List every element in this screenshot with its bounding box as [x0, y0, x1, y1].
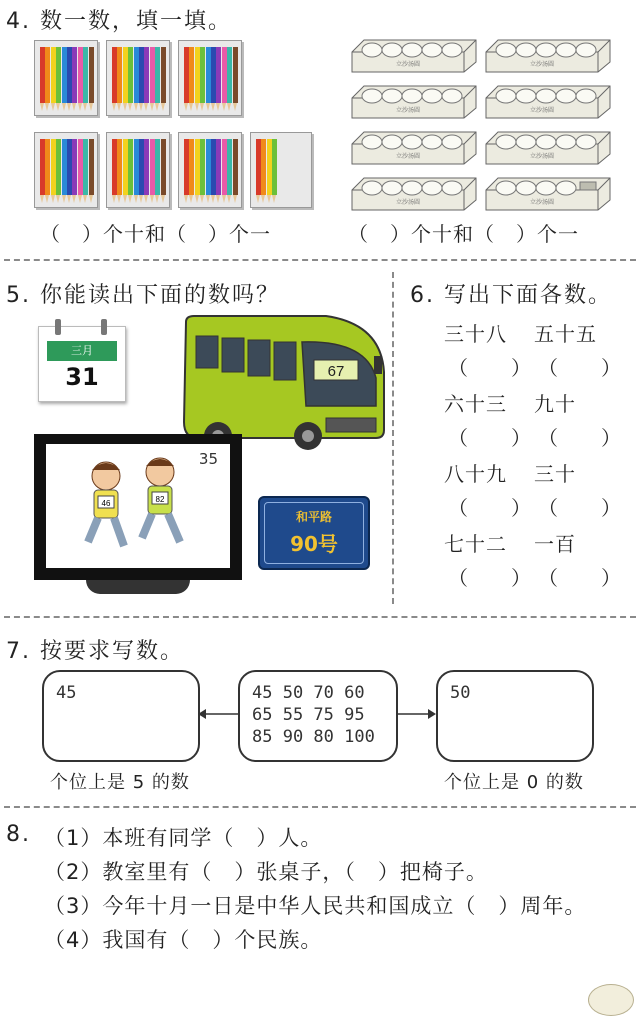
pencil: [56, 47, 61, 103]
pencil: [45, 139, 50, 195]
pencil-tip: [184, 103, 188, 111]
pencil-box: [34, 132, 98, 208]
q6-answer-blank[interactable]: （ ）: [538, 496, 622, 520]
pencil: [112, 139, 117, 195]
divider: [4, 806, 636, 808]
q6-answer-blank[interactable]: （ ）: [538, 426, 622, 450]
q5-number: 5.: [6, 283, 31, 308]
runners-illustration: [70, 452, 200, 564]
q6-number-word: 五十五: [534, 322, 597, 346]
pencil: [222, 47, 227, 103]
q8-item: （3）今年十月一日是中华人民共和国成立（ ）周年。: [44, 894, 587, 918]
pencil-tip: [51, 195, 55, 203]
calendar-month: 三月: [47, 341, 117, 361]
pencil: [144, 139, 149, 195]
tray-label: 立沙汤圆: [395, 107, 421, 114]
pencil-tip: [45, 103, 49, 111]
street-sign: [258, 496, 370, 570]
divider: [4, 259, 636, 261]
pencil-box: [106, 40, 170, 116]
ones-0-box-text: 50: [450, 683, 471, 703]
pencil-tip: [56, 103, 60, 111]
sign-street: 和平路: [295, 510, 332, 524]
pencil: [67, 47, 72, 103]
pencil: [51, 47, 56, 103]
pencil: [62, 139, 67, 195]
pencil: [256, 139, 261, 195]
pencil: [195, 139, 200, 195]
q8-item: （2）教室里有（ ）张桌子，（ ）把椅子。: [44, 860, 488, 884]
q5-title: 你能读出下面的数吗？: [40, 283, 281, 308]
pencil-tip: [206, 103, 210, 111]
tray-label: 立沙汤圆: [395, 61, 421, 68]
pencil-tip: [200, 103, 204, 111]
q6-answer-blank[interactable]: （ ）: [448, 426, 532, 450]
tv: [34, 434, 242, 580]
tv-screen: [46, 444, 230, 568]
pencil-tip: [144, 103, 148, 111]
pencil-tip: [227, 195, 231, 203]
sign-number: 90号: [290, 532, 338, 556]
pencil-tip: [56, 195, 60, 203]
pencil: [128, 47, 133, 103]
pencil: [272, 139, 277, 195]
q6-number-word: 六十三: [444, 392, 507, 416]
pencil: [72, 47, 77, 103]
pencil: [150, 47, 155, 103]
rice-ball-tray: [350, 38, 478, 74]
q6-answer-blank[interactable]: （ ）: [448, 356, 532, 380]
pencil-box: [106, 132, 170, 208]
pencil: [161, 139, 166, 195]
pencil-tip: [40, 195, 44, 203]
pencil: [150, 139, 155, 195]
left-arrow-icon: [196, 706, 240, 722]
numbers-row: 65 55 75 95: [252, 705, 365, 725]
pencil: [40, 47, 45, 103]
right-arrow-icon: [394, 706, 438, 722]
pencil-tip: [216, 195, 220, 203]
pencil-tip: [112, 195, 116, 203]
pencil-tip: [139, 195, 143, 203]
pencil: [200, 139, 205, 195]
pencil-tip: [117, 195, 121, 203]
pencil-tip: [233, 195, 237, 203]
pencil-tip: [78, 195, 82, 203]
rice-ball-tray: [484, 84, 612, 120]
q4-title: 数一数，填一填。: [40, 9, 233, 34]
pencil-tip: [51, 103, 55, 111]
q6-number-word: 七十二: [444, 532, 507, 556]
pencil-tip: [123, 103, 127, 111]
runner1-bib: 46: [101, 499, 111, 508]
pencil-tip: [261, 195, 265, 203]
pencil: [216, 47, 221, 103]
pencil: [134, 139, 139, 195]
pencil-tip: [40, 103, 44, 111]
q6-number-word: 八十九: [444, 462, 507, 486]
q6-number: 6.: [410, 283, 435, 308]
pencil-tip: [112, 103, 116, 111]
q5-heading: [6, 278, 280, 309]
pencil: [267, 139, 272, 195]
pencil: [211, 47, 216, 103]
pencil: [40, 139, 45, 195]
page-number-badge: [588, 984, 634, 1016]
pencil: [155, 47, 160, 103]
pencil: [128, 139, 133, 195]
pencil: [139, 47, 144, 103]
q6-heading: [410, 278, 612, 309]
q6-number-word: 一百: [534, 532, 576, 556]
divider: [392, 272, 394, 604]
tray-label: 立沙汤圆: [529, 199, 555, 206]
pencil-tip: [89, 195, 93, 203]
pencil: [233, 47, 238, 103]
tray-label: 立沙汤圆: [529, 153, 555, 160]
pencil-tip: [155, 103, 159, 111]
q4-left-answer: （ ）个十和（ ）个一: [40, 222, 271, 246]
pencil-tip: [62, 103, 66, 111]
pencil: [189, 139, 194, 195]
divider: [4, 616, 636, 618]
pencil-tip: [67, 103, 71, 111]
pencil-tip: [211, 195, 215, 203]
pencil-tip: [128, 195, 132, 203]
pencil-tip: [67, 195, 71, 203]
pencil-tip: [195, 103, 199, 111]
pencil-tip: [211, 103, 215, 111]
pencil-tip: [72, 103, 76, 111]
q4-number: 4.: [6, 9, 31, 34]
runner2-bib: 82: [155, 495, 165, 504]
q6-number-word: 三十八: [444, 322, 507, 346]
pencil: [51, 139, 56, 195]
calendar-day: 31: [65, 363, 99, 391]
pencil: [112, 47, 117, 103]
pencil: [134, 47, 139, 103]
pencil-tip: [206, 195, 210, 203]
pencil: [233, 139, 238, 195]
pencil: [227, 47, 232, 103]
q6-answer-blank[interactable]: （ ）: [448, 566, 532, 590]
pencil: [184, 139, 189, 195]
pencil: [206, 47, 211, 103]
pencil: [83, 139, 88, 195]
pencil: [89, 139, 94, 195]
q7-number: 7.: [6, 639, 31, 664]
pencil-tip: [216, 103, 220, 111]
q6-title: 写出下面各数。: [444, 283, 613, 308]
pencil-tip: [134, 103, 138, 111]
pencil-tip: [83, 103, 87, 111]
ones-5-box[interactable]: [42, 670, 200, 762]
pencil-tip: [72, 195, 76, 203]
pencil: [155, 139, 160, 195]
ones-5-caption: 个位上是 5 的数: [50, 772, 190, 793]
q4-heading: [6, 4, 232, 35]
pencil-tip: [222, 103, 226, 111]
pencil-tip: [150, 103, 154, 111]
pencil-tip: [189, 195, 193, 203]
pencil-tip: [123, 195, 127, 203]
pencil-tip: [195, 195, 199, 203]
pencil-tip: [139, 103, 143, 111]
pencil-box: [178, 40, 242, 116]
numbers-row: 45 50 70 60: [252, 683, 365, 703]
pencil-tip: [267, 195, 271, 203]
q7-heading: [6, 634, 184, 665]
pencil: [45, 47, 50, 103]
q8-number: 8.: [6, 822, 31, 847]
rice-ball-tray: [484, 130, 612, 166]
pencil: [144, 47, 149, 103]
pencil: [216, 139, 221, 195]
pencil: [89, 47, 94, 103]
pencil: [78, 139, 83, 195]
pencil-tip: [62, 195, 66, 203]
pencil-box: [34, 40, 98, 116]
pencil-tip: [134, 195, 138, 203]
pencil-tip: [233, 103, 237, 111]
pencil-tip: [200, 195, 204, 203]
pencil: [222, 139, 227, 195]
pencil-tip: [83, 195, 87, 203]
pencil: [123, 139, 128, 195]
numbers-list: [252, 682, 375, 748]
numbers-row: 85 90 80 100: [252, 727, 375, 747]
pencil: [117, 139, 122, 195]
pencil: [62, 47, 67, 103]
pencil-tip: [45, 195, 49, 203]
calendar: [38, 326, 126, 402]
rice-ball-tray: [484, 38, 612, 74]
ones-0-caption: 个位上是 0 的数: [444, 772, 584, 793]
q8-item: （4）我国有（ ）个民族。: [44, 928, 323, 952]
rice-ball-tray: [350, 130, 478, 166]
pencil: [161, 47, 166, 103]
calendar-ring: [101, 319, 107, 335]
pencil-tip: [272, 195, 276, 203]
pencil: [189, 47, 194, 103]
tray-label: 立沙汤圆: [395, 153, 421, 160]
pencil: [83, 47, 88, 103]
pencil: [261, 139, 266, 195]
bus-number: 67: [327, 363, 345, 380]
pencil-tip: [150, 195, 154, 203]
pencil: [139, 139, 144, 195]
q6-answer-blank[interactable]: （ ）: [538, 566, 622, 590]
pencil-tip: [189, 103, 193, 111]
pencil-tip: [222, 195, 226, 203]
q7-title: 按要求写数。: [40, 639, 185, 664]
tv-stand: [86, 580, 190, 594]
pencil-tip: [256, 195, 260, 203]
q6-number-word: 九十: [534, 392, 576, 416]
pencil-tip: [128, 103, 132, 111]
pencil-tip: [184, 195, 188, 203]
pencil: [78, 47, 83, 103]
numbers-box: [238, 670, 398, 762]
pencil: [211, 139, 216, 195]
rice-ball-tray: [350, 84, 478, 120]
pencil-tip: [78, 103, 82, 111]
pencil: [123, 47, 128, 103]
rice-ball-tray: [350, 176, 478, 212]
calendar-ring: [55, 319, 61, 335]
pencil-box: [178, 132, 242, 208]
pencil: [200, 47, 205, 103]
pencil: [67, 139, 72, 195]
pencil: [184, 47, 189, 103]
pencil: [195, 47, 200, 103]
tray-label: 立沙汤圆: [395, 199, 421, 206]
tray-label: 立沙汤圆: [529, 61, 555, 68]
ones-0-box[interactable]: [436, 670, 594, 762]
pencil: [72, 139, 77, 195]
pencil-tip: [155, 195, 159, 203]
rice-ball-tray: [484, 176, 612, 212]
pencil: [206, 139, 211, 195]
pencil: [227, 139, 232, 195]
q4-right-answer: （ ）个十和（ ）个一: [348, 222, 579, 246]
pencil-box: [250, 132, 312, 208]
q8-item: （1）本班有同学（ ）人。: [44, 826, 323, 850]
pencil: [56, 139, 61, 195]
tray-label: 立沙汤圆: [529, 107, 555, 114]
q6-answer-blank[interactable]: （ ）: [538, 356, 622, 380]
pencil-tip: [89, 103, 93, 111]
pencil-tip: [144, 195, 148, 203]
q6-answer-blank[interactable]: （ ）: [448, 496, 532, 520]
pencil-tip: [117, 103, 121, 111]
pencil-tip: [161, 103, 165, 111]
pencil-tip: [161, 195, 165, 203]
pencil: [117, 47, 122, 103]
q6-number-word: 三十: [534, 462, 576, 486]
pencil-tip: [227, 103, 231, 111]
tv-number: 35: [198, 450, 218, 468]
ones-5-box-text: 45: [56, 683, 77, 703]
